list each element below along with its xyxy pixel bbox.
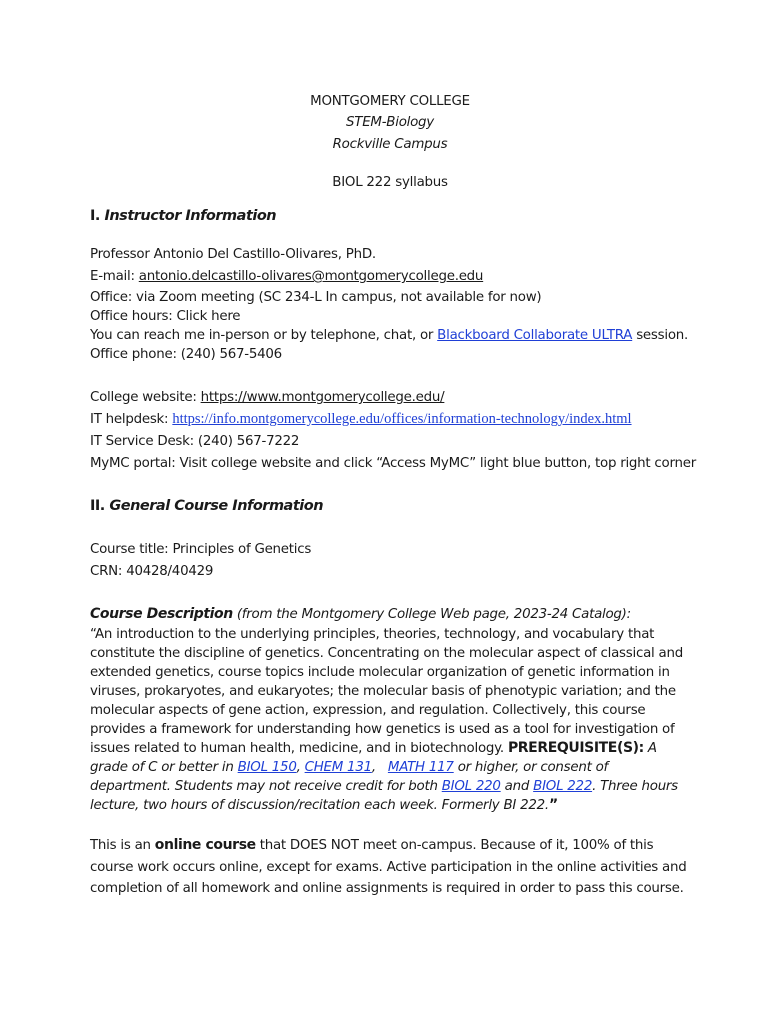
it-service-desk: IT Service Desk: (240) 567-7222 — [90, 434, 300, 449]
website-label: College website: — [90, 390, 201, 405]
course-description-label: Course Description — [90, 606, 233, 622]
section-2-title: General Course Information — [109, 498, 324, 514]
office-phone: Office phone: (240) 567-5406 — [90, 347, 282, 362]
office-hours-link[interactable]: Office hours: Click here — [90, 309, 241, 324]
institution-name: MONTGOMERY COLLEGE — [310, 94, 470, 109]
prereq-intro: A grade of C or better in — [90, 741, 657, 775]
email-label: E-mail: — [90, 269, 139, 284]
department-name: STEM-Biology — [346, 115, 434, 130]
biol-222-link[interactable]: BIOL 222 — [533, 779, 593, 794]
closing-quote: ” — [548, 797, 558, 813]
online-course-bold: online course — [154, 837, 256, 853]
online-pre: This is an — [90, 838, 155, 853]
mymc-portal-info: MyMC portal: Visit college website and click “Access MyMC” light blue button, top right corner — [90, 456, 696, 471]
course-title: Course title: Principles of Genetics — [90, 542, 312, 557]
email-line — [90, 267, 690, 286]
math-117-link[interactable]: MATH 117 — [387, 760, 454, 775]
course-crn: CRN: 40428/40429 — [90, 564, 214, 579]
contact-text-pre: You can reach me in-person or by telephone, chat, or — [90, 328, 438, 343]
biol-150-link[interactable]: BIOL 150 — [237, 760, 297, 775]
prereq-middle: or higher, or consent of department. Students may not receive credit for both — [90, 760, 608, 794]
section-2-heading — [90, 497, 690, 516]
section-1-title: Instructor Information — [104, 208, 277, 224]
course-description-text — [90, 625, 690, 815]
section-1-heading — [90, 207, 690, 226]
helpdesk-label: IT helpdesk: — [90, 412, 173, 427]
online-course-notice — [90, 835, 690, 900]
prereq-and: and — [500, 779, 534, 794]
it-helpdesk-line — [90, 410, 690, 429]
college-website-line — [90, 388, 690, 407]
professor-name: Professor Antonio Del Castillo-Olivares, PhD. — [90, 247, 376, 262]
online-post: that DOES NOT meet on-campus. Because of it, 100% of this course work occurs online, except for exams. Active participation in the online activities and completion of all homework and online assignments is required in order to pass this course. — [90, 838, 687, 896]
description-body: “An introduction to the underlying principles, theories, technology, and vocabulary that constitute the discipline of genetics. Concentrating on the molecular aspect of classical and extended genetics, course topics include molecular organization of genetic information in viruses, prokaryotes, and eukaryotes; the molecular basis of phenotypic variation; and the molecular aspects of gene action, expression, and regulation. Collectively, this course provides a framework for understanding how genetics is used as a tool for investigation of issues related to human health, medicine, and in biotechnology. — [90, 627, 683, 756]
blackboard-collaborate-link[interactable]: Blackboard Collaborate ULTRA — [437, 328, 633, 343]
prerequisite-label: PREREQUISITE(S): — [507, 740, 644, 756]
course-description-source: (from the Montgomery College Web page, 2023-24 Catalog): — [232, 607, 631, 622]
document-title: BIOL 222 syllabus — [332, 175, 448, 190]
it-helpdesk-link[interactable]: https://info.montgomerycollege.edu/offices/information-technology/index.html — [172, 411, 632, 427]
prereq-separator-1: , — [296, 760, 305, 775]
email-link[interactable]: antonio.delcastillo-olivares@montgomerycollege.edu — [138, 269, 484, 284]
office-location: Office: via Zoom meeting (SC 234-L In campus, not available for now) — [90, 290, 542, 305]
biol-220-link[interactable]: BIOL 220 — [441, 779, 501, 794]
chem-131-link[interactable]: CHEM 131 — [304, 760, 372, 775]
syllabus-page — [90, 92, 696, 900]
section-2-number: II. — [90, 498, 105, 514]
course-description-heading — [90, 605, 690, 624]
campus-name: Rockville Campus — [332, 137, 448, 152]
prereq-end: . Three hours lecture, two hours of discussion/recitation each week. Formerly BI 222. — [90, 779, 678, 813]
prereq-separator-2: , — [371, 760, 388, 775]
section-1-number: I. — [90, 208, 100, 224]
contact-methods — [90, 326, 690, 345]
contact-text-post: session. — [632, 328, 689, 343]
college-website-link[interactable]: https://www.montgomerycollege.edu/ — [200, 390, 445, 405]
